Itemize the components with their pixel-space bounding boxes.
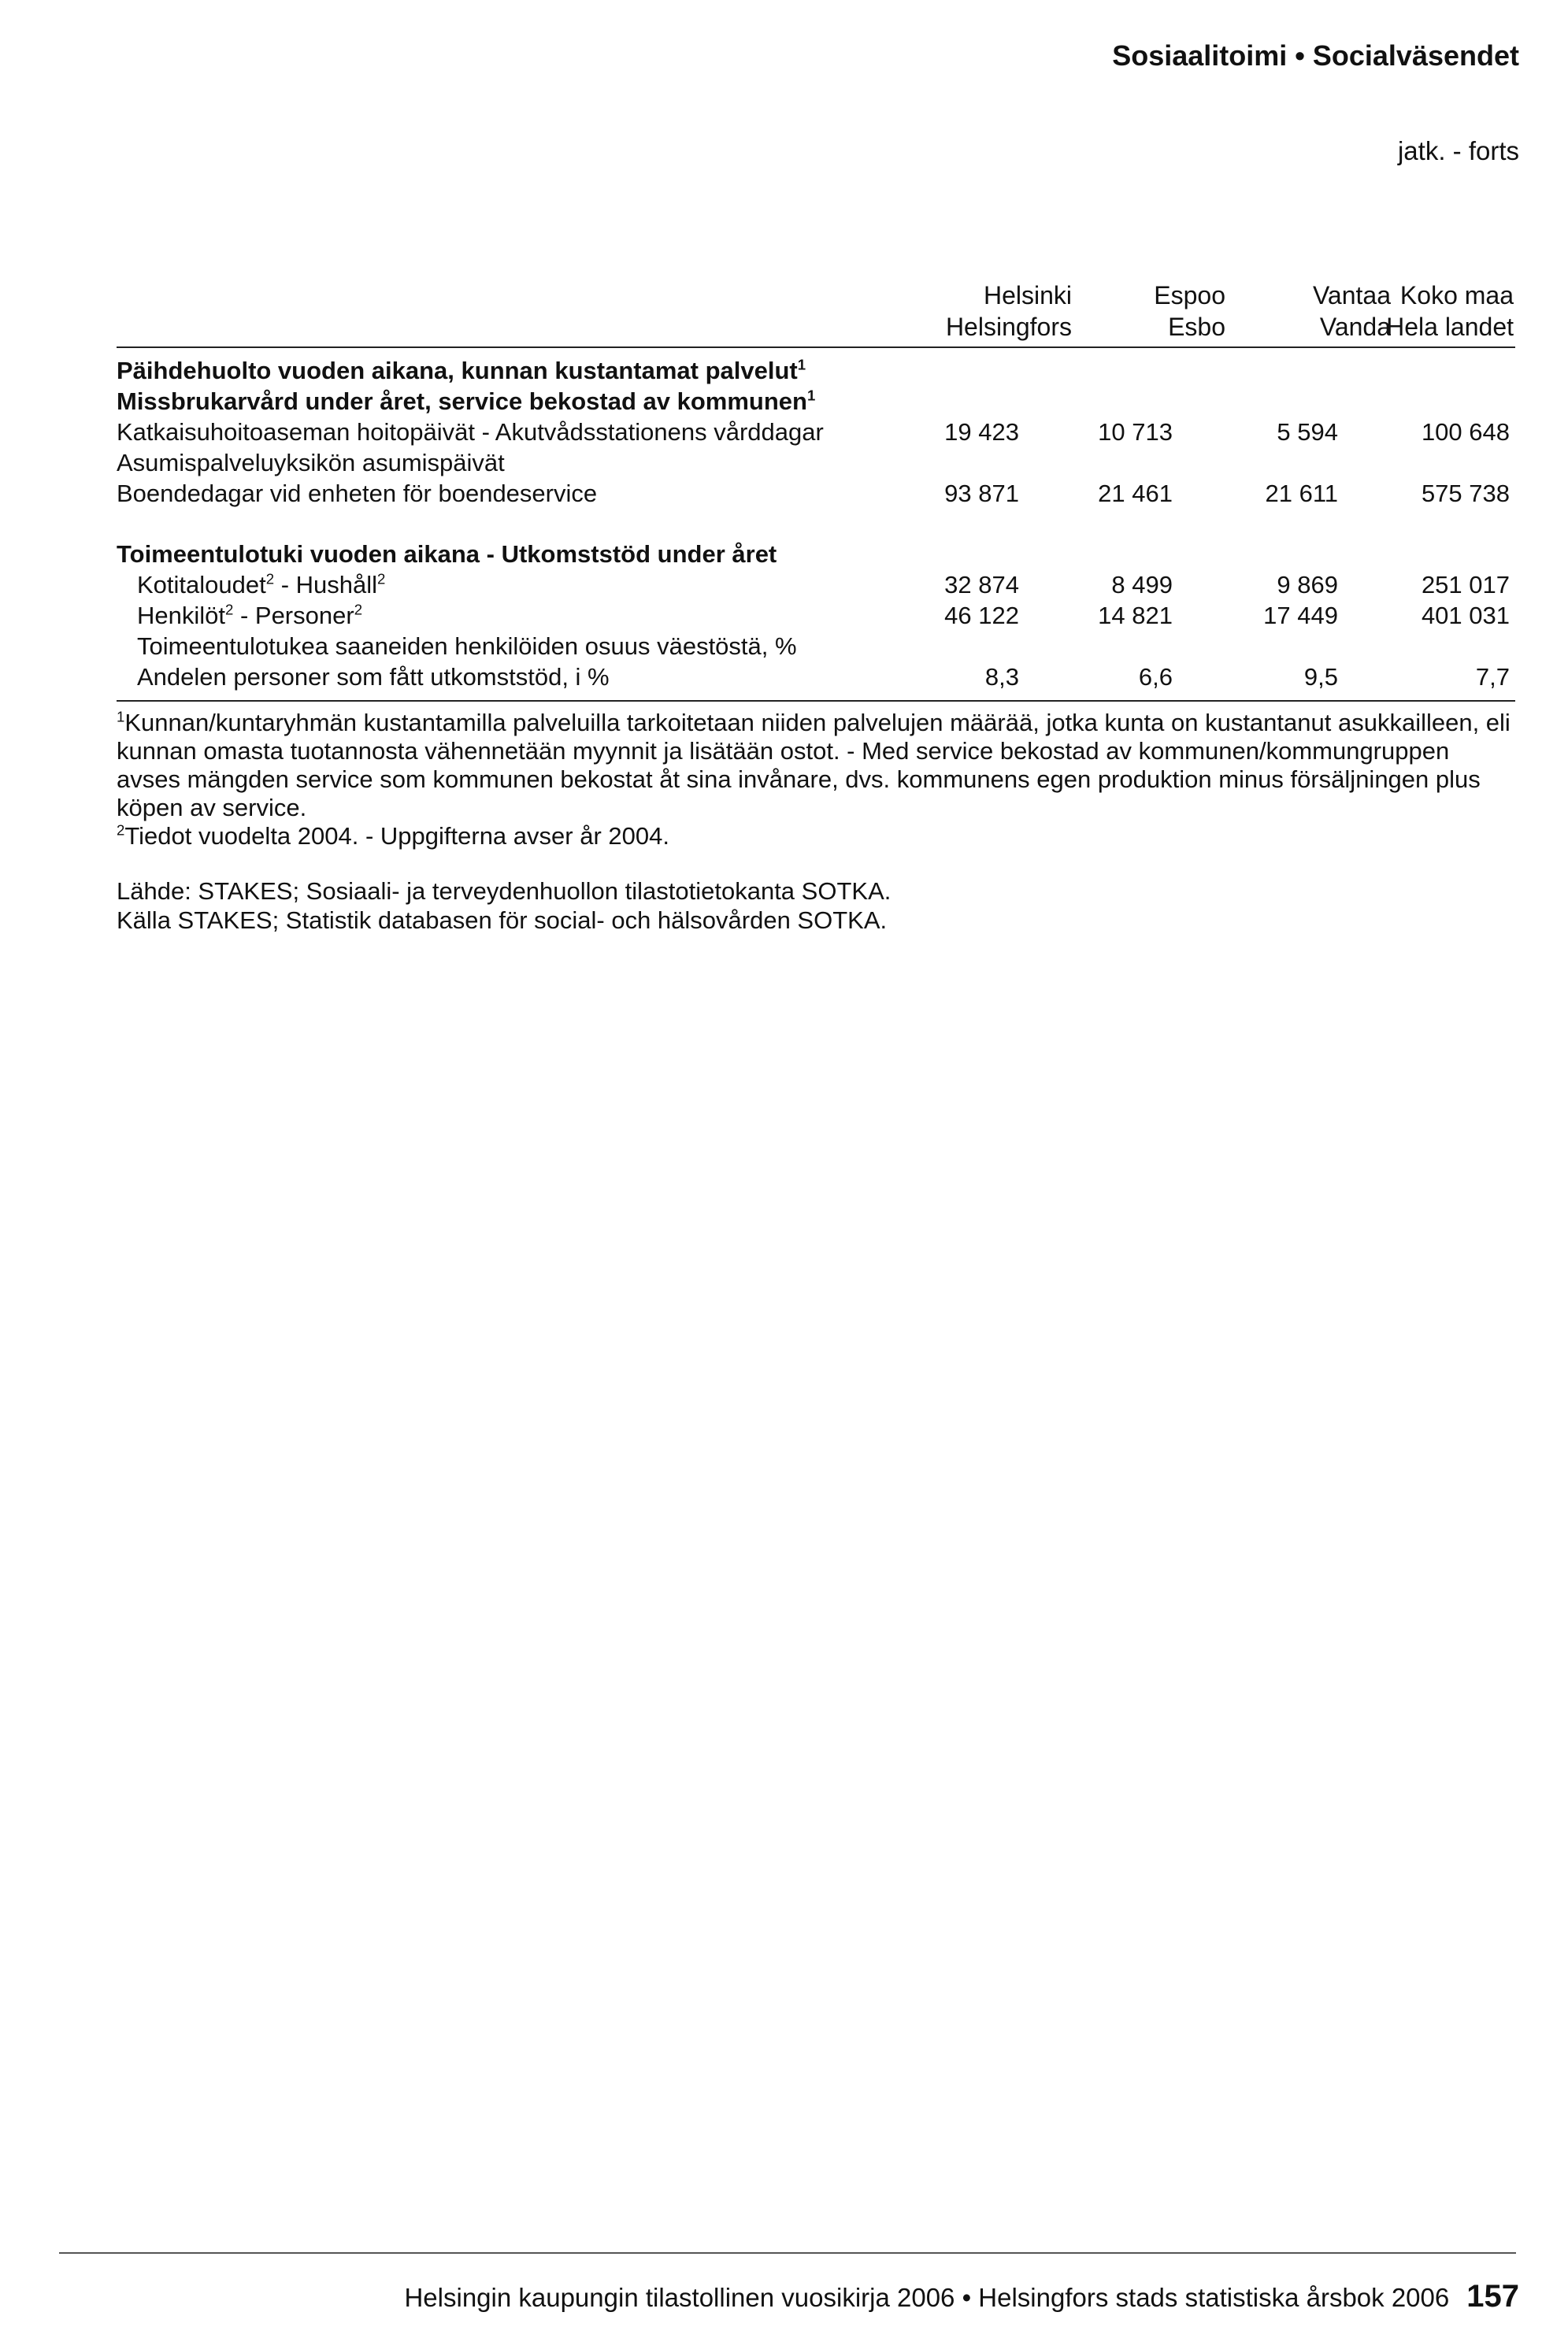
- table-top-rule: [117, 346, 1515, 348]
- row-label: Andelen personer som fått utkomststöd, i %: [137, 663, 610, 691]
- cell-helsinki: 19 423: [944, 418, 1019, 446]
- section1-title-sv: [117, 386, 1515, 417]
- footnote-1: $^1$Kunnan/kuntaryhmän kustantamilla palveluilla tarkoitetaan niiden palvelujen määrää, jotka kunta on kustantanut asukkailleen, eli kunnan omasta tuotannosta vähennetään myynnit ja lisätään ostot. - Med service bekostad av kommunen/kommungruppen avses mängden service som kommunen bekostat åt sina invånare, dvs. kommunens egen produktion minus försäljningen plus köpen av service.: [117, 708, 1511, 821]
- section1-title-fi: [117, 355, 1515, 386]
- row-label: Henkilöt$^2$ - Personer$^2$: [137, 601, 363, 629]
- table-row: [117, 661, 1515, 692]
- column-header-espoo: [1154, 280, 1225, 343]
- section1-title-sv-text: Missbrukarvård under året, service bekostad av kommunen: [117, 387, 807, 415]
- column-header-line2: Vanda: [1319, 313, 1391, 341]
- cell-helsinki: 93 871: [944, 480, 1019, 507]
- row-label: Toimeentulotukea saaneiden henkilöiden osuus väestöstä, %: [137, 632, 797, 660]
- column-header-line1: Espoo: [1154, 281, 1225, 309]
- column-header-vantaa: [1313, 280, 1391, 343]
- row-label: Asumispalveluyksikön asumispäivät: [117, 449, 505, 476]
- cell-koko-maa: 575 738: [1421, 480, 1510, 507]
- footnote-ref: 2: [377, 570, 386, 587]
- section1-title-fi-text: Päihdehuolto vuoden aikana, kunnan kustantamat palvelut: [117, 357, 798, 384]
- source-fi: Lähde: STAKES; Sosiaali- ja terveydenhuollon tilastotietokanta SOTKA.: [117, 877, 891, 905]
- column-header-line2: Helsingfors: [945, 313, 1072, 341]
- row-label: Kotitaloudet$^2$ - Hushåll$^2$: [137, 570, 386, 598]
- footnote-ref: 1: [806, 387, 816, 404]
- row-label: Katkaisuhoitoaseman hoitopäivät - Akutvådsstationens vårddagar: [117, 418, 824, 446]
- footnote-ref: 1: [797, 356, 806, 373]
- table-row: [117, 569, 1515, 600]
- section2-title-text: Toimeentulotuki vuoden aikana - Utkomststöd under året: [117, 540, 777, 568]
- column-header-line1: Koko maa: [1399, 281, 1514, 309]
- footnote-ref: 2: [225, 601, 234, 618]
- cell-espoo: 21 461: [1098, 480, 1173, 507]
- cell-vantaa: 5 594: [1277, 418, 1338, 446]
- cell-koko-maa: 100 648: [1421, 418, 1510, 446]
- footnote-ref: 2: [354, 601, 363, 618]
- column-header-line1: Vantaa: [1312, 281, 1391, 309]
- footnote-ref: 2: [265, 570, 275, 587]
- section2-title: [117, 539, 1515, 569]
- footnote-2: $^2$Tiedot vuodelta 2004. - Uppgifterna avser år 2004.: [117, 821, 669, 850]
- cell-koko-maa: 401 031: [1421, 602, 1510, 629]
- table-row: [117, 600, 1515, 631]
- table-bottom-rule: [117, 700, 1515, 702]
- table-row: [117, 631, 1515, 661]
- source-sv: Källa STAKES; Statistik databasen för social- och hälsovården SOTKA.: [117, 906, 888, 934]
- table-row: [117, 478, 1515, 509]
- cell-vantaa: 9 869: [1277, 571, 1338, 598]
- cell-koko-maa: 251 017: [1421, 571, 1510, 598]
- column-header-koko-maa: [1386, 280, 1514, 343]
- column-header-line2: Esbo: [1168, 313, 1225, 341]
- table-row: [117, 447, 1515, 478]
- cell-espoo: 10 713: [1098, 418, 1173, 446]
- cell-espoo: 14 821: [1098, 602, 1173, 629]
- cell-helsinki: 8,3: [984, 663, 1019, 691]
- cell-helsinki: 46 122: [944, 602, 1019, 629]
- column-header-line1: Helsinki: [983, 281, 1072, 309]
- cell-helsinki: 32 874: [944, 571, 1019, 598]
- source: [117, 876, 891, 935]
- footnotes: [117, 709, 1515, 850]
- cell-vantaa: 21 611: [1265, 480, 1338, 507]
- column-header-line2: Hela landet: [1386, 313, 1514, 341]
- cell-koko-maa: 7,7: [1475, 663, 1510, 691]
- cell-espoo: 8 499: [1111, 571, 1173, 598]
- table-row: [117, 417, 1515, 447]
- row-label: Boendedagar vid enheten för boendeservice: [117, 480, 598, 507]
- cell-vantaa: 9,5: [1303, 663, 1338, 691]
- footer-rule: [59, 2252, 1516, 2254]
- page-footer: [404, 2279, 1519, 2314]
- page-number: 157: [1466, 2279, 1519, 2314]
- footer-text: Helsingin kaupungin tilastollinen vuosikirja 2006 • Helsingfors stads statistiska årsbok 2006: [404, 2283, 1450, 2312]
- section-header: Sosiaalitoimi • Socialväsendet: [1112, 39, 1519, 72]
- cell-espoo: 6,6: [1138, 663, 1173, 691]
- cell-vantaa: 17 449: [1263, 602, 1338, 629]
- column-header-helsinki: [946, 280, 1072, 343]
- continued-label: jatk. - forts: [1397, 136, 1519, 165]
